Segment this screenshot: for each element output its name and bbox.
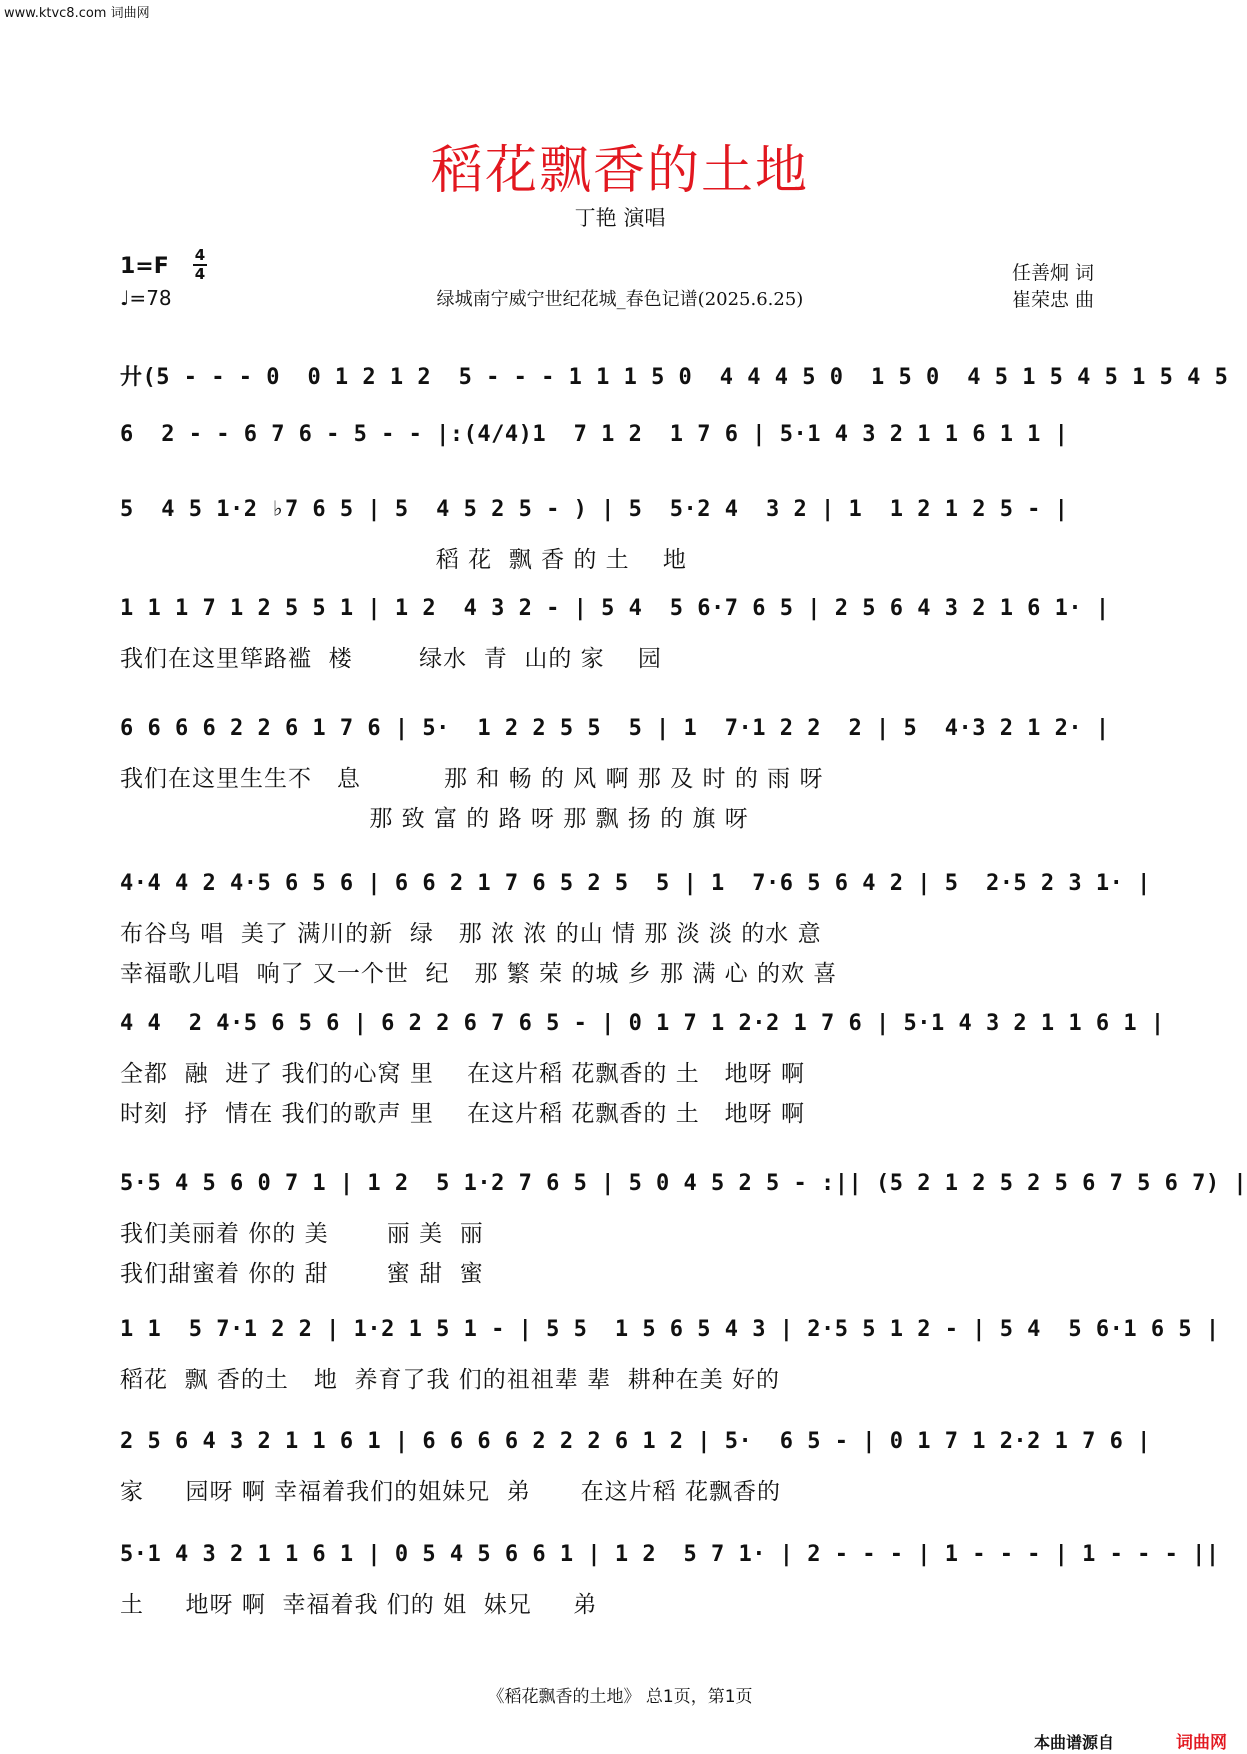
time-signature-top: 4 (194, 246, 206, 264)
lyrics-line: 稻花 飘 香的土 地 养育了我 们的祖祖辈 辈 耕种在美 好的 (120, 1367, 781, 1393)
notation-row: 6 2 - - 6 7 6 - 5 - - |:(4/4)1 7 1 2 1 7 6 | 5·1 4 3 2 1 1 6 1 1 | (120, 422, 1069, 447)
lyrics-line: 布谷鸟 唱 美了 满川的新 绿 那 浓 浓 的山 情 那 淡 淡 的水 意 (120, 921, 822, 947)
time-signature (193, 248, 207, 282)
page-footer: 《稻花飘香的土地》 总1页，第1页 (487, 1687, 753, 1707)
notation-row: 1 1 1 7 1 2 5 5 1 | 1 2 4 3 2 - | 5 4 5 6·7 6 5 | 2 5 6 4 3 2 1 6 1· | (120, 596, 1110, 621)
notation-row: 6 6 6 6 2 2 6 1 7 6 | 5· 1 2 2 5 5 5 | 1 7·1 2 2 2 | 5 4·3 2 1 2· | (120, 716, 1110, 741)
lyrics-line: 我们美丽着 你的 美 丽 美 丽 (120, 1221, 484, 1247)
key-signature: 1=F (120, 254, 169, 279)
lyrics-line: 那 致 富 的 路 呀 那 飘 扬 的 旗 呀 (120, 806, 749, 832)
lyrics-line: 我们甜蜜着 你的 甜 蜜 甜 蜜 (120, 1261, 484, 1287)
lyrics-line: 时刻 抒 情在 我们的歌声 里 在这片稻 花飘香的 土 地呀 啊 (120, 1101, 805, 1127)
lyrics-line: 幸福歌儿唱 响了 又一个世 纪 那 繁 荣 的城 乡 那 满 心 的欢 喜 (120, 961, 838, 987)
lyrics-line: 稻 花 飘 香 的 土 地 (120, 547, 687, 573)
composer: 崔荣忠 曲 (1012, 289, 1095, 311)
lyrics-line: 我们在这里生生不 息 那 和 畅 的 风 啊 那 及 时 的 雨 呀 (120, 766, 824, 792)
source-label: 本曲谱源自 (1034, 1733, 1115, 1752)
notation-row: 廾(5 - - - 0 0 1 2 1 2 5 - - - 1 1 1 5 0 4 4 4 5 0 1 5 0 4 5 1 5 4 5 1 5 4 5 (120, 365, 1229, 390)
tempo: ♩=78 (120, 286, 172, 310)
lyricist: 任善炯 词 (1012, 262, 1095, 284)
brand-logo: 词曲网 (1176, 1733, 1227, 1753)
notation-row: 2 5 6 4 3 2 1 1 6 1 | 6 6 6 6 2 2 2 6 1 2 | 5· 6 5 - | 0 1 7 1 2·2 1 7 6 | (120, 1429, 1151, 1454)
time-signature-bottom: 4 (194, 265, 206, 283)
notation-row: 5·5 4 5 6 0 7 1 | 1 2 5 1·2 7 6 5 | 5 0 4 5 2 5 - :|| (5 2 1 2 5 2 5 6 7 5 6 7) | (120, 1171, 1247, 1196)
lyrics-line: 土 地呀 啊 幸福着我 们的 姐 妹兄 弟 (120, 1592, 598, 1618)
notation-row: 4 4 2 4·5 6 5 6 | 6 2 2 6 7 6 5 - | 0 1 7 1 2·2 1 7 6 | 5·1 4 3 2 1 1 6 1 | (120, 1011, 1165, 1036)
song-title: 稻花飘香的土地 (430, 141, 809, 201)
notation-row: 1 1 5 7·1 2 2 | 1·2 1 5 1 - | 5 5 1 5 6 5 4 3 | 2·5 5 1 2 - | 5 4 5 6·1 6 5 | (120, 1317, 1220, 1342)
notation-row: 5·1 4 3 2 1 1 6 1 | 0 5 4 5 6 6 1 | 1 2 5 7 1· | 2 - - - | 1 - - - | 1 - - - || (120, 1542, 1220, 1567)
notation-row: 4·4 4 2 4·5 6 5 6 | 6 6 2 1 7 6 5 2 5 5 | 1 7·6 5 6 4 2 | 5 2·5 2 3 1· | (120, 871, 1151, 896)
lyrics-line: 我们在这里筚路褴 楼 绿水 青 山的 家 园 (120, 646, 662, 672)
transcriber: 绿城南宁威宁世纪花城_春色记谱(2025.6.25) (436, 289, 804, 310)
site-url: www.ktvc8.com 词曲网 (4, 6, 150, 21)
lyrics-line: 全都 融 进了 我们的心窝 里 在这片稻 花飘香的 土 地呀 啊 (120, 1061, 805, 1087)
notation-row: 5 4 5 1·2 ♭7 6 5 | 5 4 5 2 5 - ) | 5 5·2 4 3 2 | 1 1 2 1 2 5 - | (120, 497, 1069, 522)
singer: 丁艳 演唱 (574, 206, 666, 230)
lyrics-line: 家 园呀 啊 幸福着我们的姐妹兄 弟 在这片稻 花飘香的 (120, 1479, 781, 1505)
